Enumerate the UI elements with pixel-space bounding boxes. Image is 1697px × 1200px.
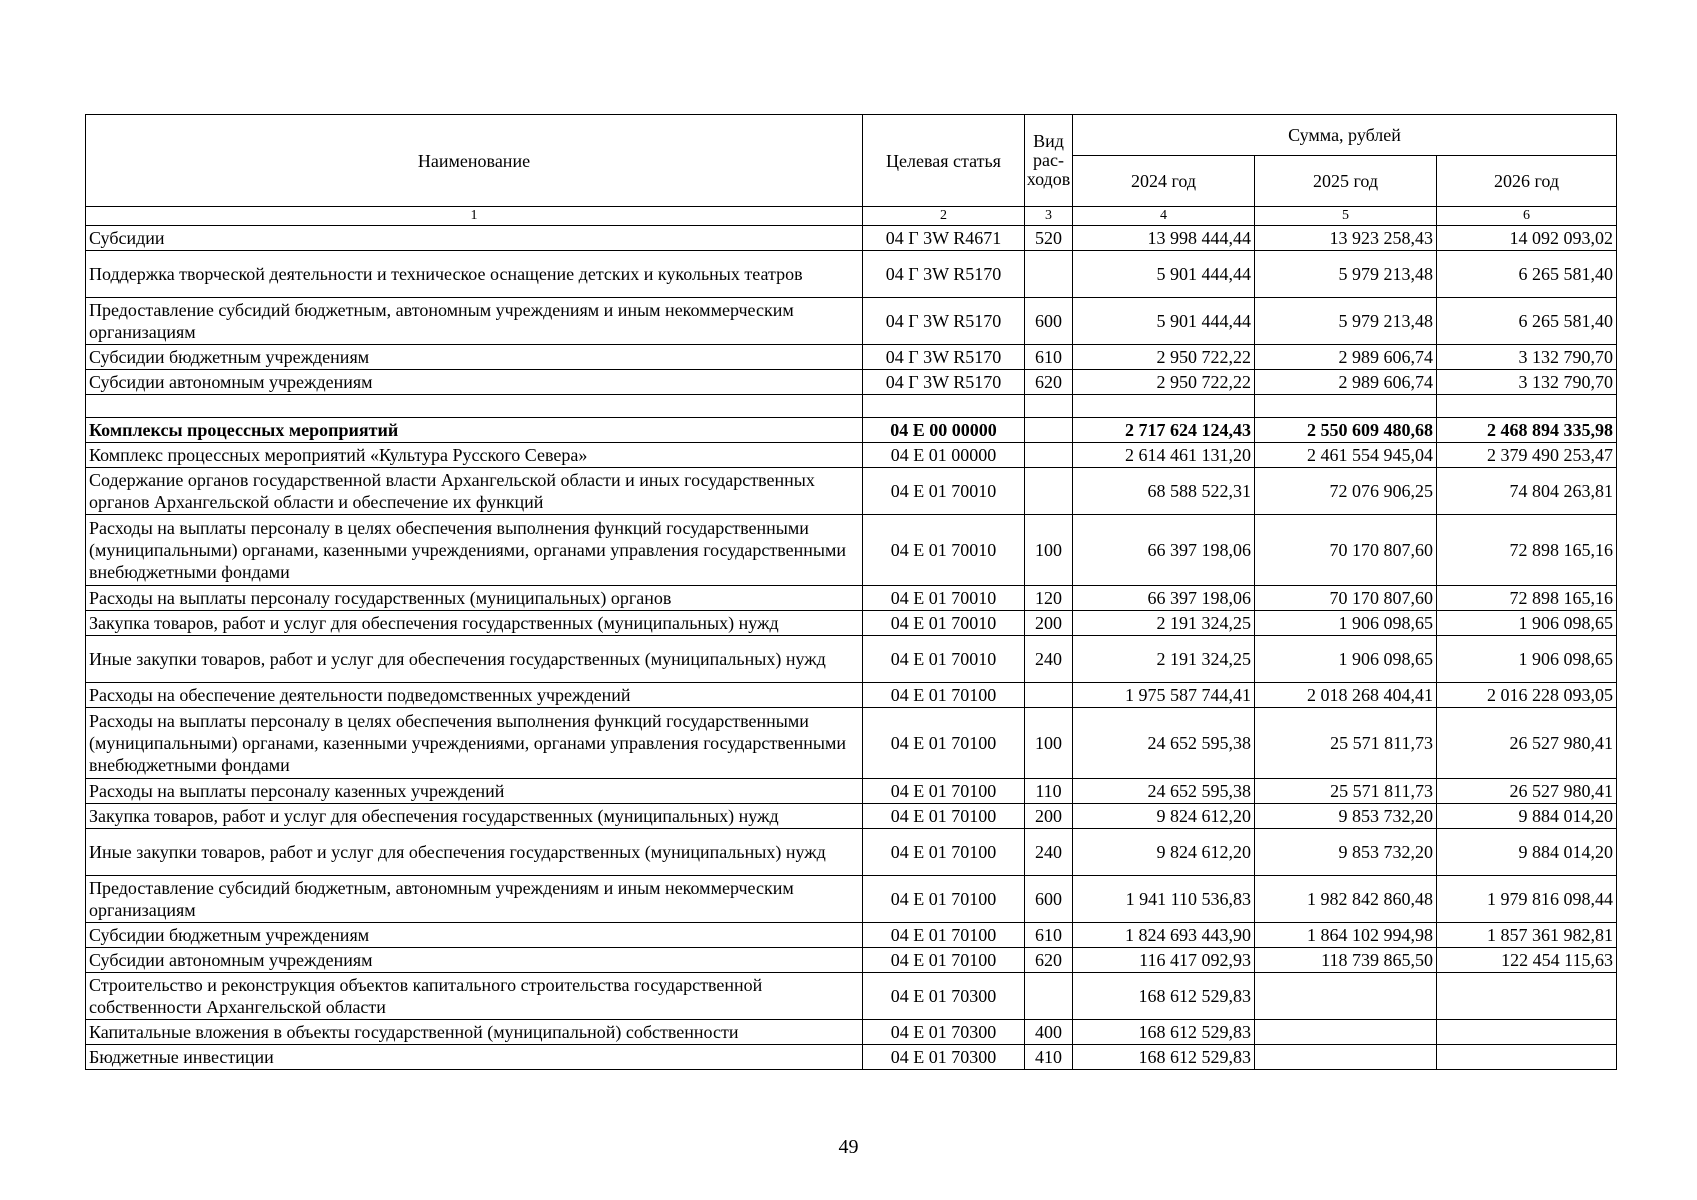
row-target-article: 04 Е 01 70010: [863, 636, 1025, 683]
row-expense-type: 200: [1025, 611, 1073, 636]
table-row: [86, 468, 1617, 515]
row-name: Расходы на обеспечение деятельности подведомственных учреждений: [86, 683, 863, 708]
header-target-article: Целевая статья: [863, 115, 1025, 207]
row-amount-2025: 1 906 098,65: [1255, 636, 1437, 683]
table-row: [86, 973, 1617, 1020]
row-amount-2026: 1 906 098,65: [1437, 611, 1617, 636]
row-expense-type: 200: [1025, 804, 1073, 829]
row-expense-type: 110: [1025, 779, 1073, 804]
row-name: Закупка товаров, работ и услуг для обеспечения государственных (муниципальных) нужд: [86, 611, 863, 636]
row-amount-2026: 2 379 490 253,47: [1437, 443, 1617, 468]
row-amount-2026: 1 979 816 098,44: [1437, 876, 1617, 923]
row-expense-type: 610: [1025, 923, 1073, 948]
row-expense-type: 620: [1025, 948, 1073, 973]
row-target-article: 04 Е 01 70100: [863, 804, 1025, 829]
row-amount-2026: 9 884 014,20: [1437, 829, 1617, 876]
row-amount-2026: [1437, 1045, 1617, 1070]
row-amount-2026: [1437, 1020, 1617, 1045]
row-expense-type: 520: [1025, 226, 1073, 251]
row-name: Субсидии автономным учреждениям: [86, 370, 863, 395]
table-row: [86, 611, 1617, 636]
row-target-article: 04 Е 01 00000: [863, 443, 1025, 468]
row-name: [86, 395, 863, 418]
row-amount-2024: 2 717 624 124,43: [1073, 418, 1255, 443]
column-number: 1: [86, 207, 863, 226]
row-name: Расходы на выплаты персоналу государственных (муниципальных) органов: [86, 586, 863, 611]
row-amount-2026: 3 132 790,70: [1437, 370, 1617, 395]
row-amount-2024: 24 652 595,38: [1073, 708, 1255, 779]
row-amount-2025: 2 550 609 480,68: [1255, 418, 1437, 443]
row-amount-2024: 66 397 198,06: [1073, 586, 1255, 611]
row-target-article: 04 Г 3W R5170: [863, 370, 1025, 395]
row-name: Капитальные вложения в объекты государственной (муниципальной) собственности: [86, 1020, 863, 1045]
row-expense-type: 600: [1025, 876, 1073, 923]
row-target-article: 04 Е 01 70100: [863, 683, 1025, 708]
row-amount-2026: 72 898 165,16: [1437, 586, 1617, 611]
header-amount: Сумма, рублей: [1073, 115, 1617, 156]
row-expense-type: 120: [1025, 586, 1073, 611]
row-amount-2026: 26 527 980,41: [1437, 708, 1617, 779]
row-expense-type: 620: [1025, 370, 1073, 395]
row-expense-type: 410: [1025, 1045, 1073, 1070]
header-row-1: [86, 115, 1617, 156]
header-name: Наименование: [86, 115, 863, 207]
table-row: [86, 251, 1617, 298]
row-name: Строительство и реконструкция объектов капитального строительства государственной собственности Архангельской области: [86, 973, 863, 1020]
row-name: Закупка товаров, работ и услуг для обеспечения государственных (муниципальных) нужд: [86, 804, 863, 829]
row-amount-2026: 122 454 115,63: [1437, 948, 1617, 973]
row-amount-2026: 2 016 228 093,05: [1437, 683, 1617, 708]
table-header: [86, 115, 1617, 226]
row-name: Комплекс процессных мероприятий «Культура Русского Севера»: [86, 443, 863, 468]
column-number: 2: [863, 207, 1025, 226]
row-amount-2025: 70 170 807,60: [1255, 515, 1437, 586]
row-expense-type: 240: [1025, 829, 1073, 876]
row-target-article: 04 Г 3W R5170: [863, 251, 1025, 298]
row-amount-2025: 25 571 811,73: [1255, 708, 1437, 779]
row-target-article: 04 Е 01 70300: [863, 1020, 1025, 1045]
row-amount-2026: 9 884 014,20: [1437, 804, 1617, 829]
table-row: [86, 298, 1617, 345]
column-number: 5: [1255, 207, 1437, 226]
row-amount-2026: 3 132 790,70: [1437, 345, 1617, 370]
row-amount-2024: 9 824 612,20: [1073, 804, 1255, 829]
header-year-2026: 2026 год: [1437, 156, 1617, 207]
column-number: 4: [1073, 207, 1255, 226]
row-expense-type: [1025, 683, 1073, 708]
table-row: [86, 948, 1617, 973]
row-amount-2024: 2 950 722,22: [1073, 370, 1255, 395]
row-expense-type: 610: [1025, 345, 1073, 370]
row-name: Иные закупки товаров, работ и услуг для обеспечения государственных (муниципальных) нужд: [86, 829, 863, 876]
row-amount-2025: 1 982 842 860,48: [1255, 876, 1437, 923]
header-year-2024: 2024 год: [1073, 156, 1255, 207]
row-expense-type: 400: [1025, 1020, 1073, 1045]
row-amount-2025: 9 853 732,20: [1255, 829, 1437, 876]
row-expense-type: [1025, 418, 1073, 443]
row-amount-2025: 2 018 268 404,41: [1255, 683, 1437, 708]
budget-table: [85, 114, 1617, 1070]
row-amount-2025: 118 739 865,50: [1255, 948, 1437, 973]
row-amount-2024: 5 901 444,44: [1073, 298, 1255, 345]
row-amount-2026: 1 857 361 982,81: [1437, 923, 1617, 948]
row-target-article: 04 Е 01 70100: [863, 948, 1025, 973]
row-amount-2026: 1 906 098,65: [1437, 636, 1617, 683]
table-row: [86, 923, 1617, 948]
row-name: Поддержка творческой деятельности и техническое оснащение детских и кукольных театров: [86, 251, 863, 298]
row-amount-2025: 70 170 807,60: [1255, 586, 1437, 611]
row-name: Бюджетные инвестиции: [86, 1045, 863, 1070]
row-target-article: 04 Е 01 70100: [863, 779, 1025, 804]
row-amount-2024: 1 941 110 536,83: [1073, 876, 1255, 923]
row-name: Субсидии: [86, 226, 863, 251]
row-target-article: 04 Е 01 70100: [863, 923, 1025, 948]
row-expense-type: [1025, 973, 1073, 1020]
table-row: [86, 345, 1617, 370]
table-row: [86, 636, 1617, 683]
row-expense-type: 600: [1025, 298, 1073, 345]
row-amount-2024: 2 614 461 131,20: [1073, 443, 1255, 468]
header-expense-type: Вид рас-ходов: [1025, 115, 1073, 207]
table-row: [86, 876, 1617, 923]
row-amount-2025: 25 571 811,73: [1255, 779, 1437, 804]
row-amount-2025: [1255, 1020, 1437, 1045]
row-amount-2024: 168 612 529,83: [1073, 973, 1255, 1020]
row-target-article: 04 Г 3W R5170: [863, 298, 1025, 345]
row-expense-type: [1025, 395, 1073, 418]
row-amount-2024: 2 191 324,25: [1073, 611, 1255, 636]
row-target-article: 04 Е 01 70100: [863, 708, 1025, 779]
row-amount-2026: 74 804 263,81: [1437, 468, 1617, 515]
row-amount-2024: 24 652 595,38: [1073, 779, 1255, 804]
row-target-article: [863, 395, 1025, 418]
row-amount-2024: 168 612 529,83: [1073, 1020, 1255, 1045]
header-year-2025: 2025 год: [1255, 156, 1437, 207]
row-amount-2024: 116 417 092,93: [1073, 948, 1255, 973]
row-amount-2025: 2 989 606,74: [1255, 370, 1437, 395]
table-row: [86, 395, 1617, 418]
row-name: Предоставление субсидий бюджетным, автономным учреждениям и иным некоммерческим организациям: [86, 876, 863, 923]
table-row: [86, 1045, 1617, 1070]
table-row: [86, 683, 1617, 708]
row-amount-2026: [1437, 973, 1617, 1020]
row-amount-2026: 6 265 581,40: [1437, 298, 1617, 345]
row-amount-2026: 6 265 581,40: [1437, 251, 1617, 298]
column-number: 3: [1025, 207, 1073, 226]
row-amount-2025: [1255, 1045, 1437, 1070]
table-body: [86, 226, 1617, 1070]
row-expense-type: [1025, 443, 1073, 468]
row-name: Содержание органов государственной власти Архангельской области и иных государственных органов Архангельской области и обеспечение их функций: [86, 468, 863, 515]
row-target-article: 04 Е 01 70300: [863, 1045, 1025, 1070]
table-row: [86, 370, 1617, 395]
table-row: [86, 418, 1617, 443]
row-name: Комплексы процессных мероприятий: [86, 418, 863, 443]
row-amount-2024: [1073, 395, 1255, 418]
row-target-article: 04 Е 01 70300: [863, 973, 1025, 1020]
row-name: Субсидии бюджетным учреждениям: [86, 345, 863, 370]
row-amount-2024: 1 824 693 443,90: [1073, 923, 1255, 948]
table-row: [86, 1020, 1617, 1045]
row-amount-2025: [1255, 973, 1437, 1020]
row-target-article: 04 Г 3W R4671: [863, 226, 1025, 251]
row-amount-2026: 14 092 093,02: [1437, 226, 1617, 251]
table-row: [86, 779, 1617, 804]
row-amount-2024: 2 950 722,22: [1073, 345, 1255, 370]
row-amount-2025: 2 989 606,74: [1255, 345, 1437, 370]
row-target-article: 04 Е 01 70100: [863, 876, 1025, 923]
row-amount-2025: 5 979 213,48: [1255, 251, 1437, 298]
row-expense-type: [1025, 251, 1073, 298]
row-name: Иные закупки товаров, работ и услуг для обеспечения государственных (муниципальных) нужд: [86, 636, 863, 683]
row-expense-type: 240: [1025, 636, 1073, 683]
page-number: 49: [838, 1136, 859, 1158]
row-amount-2026: 2 468 894 335,98: [1437, 418, 1617, 443]
column-number: 6: [1437, 207, 1617, 226]
row-amount-2025: 1 906 098,65: [1255, 611, 1437, 636]
row-name: Расходы на выплаты персоналу в целях обеспечения выполнения функций государственными (муниципальными) органами, казенными учреждениями, органами управления государственными внебюджетными фондами: [86, 515, 863, 586]
table-row: [86, 443, 1617, 468]
row-target-article: 04 Е 01 70010: [863, 586, 1025, 611]
row-target-article: 04 Е 01 70010: [863, 611, 1025, 636]
table-row: [86, 829, 1617, 876]
row-target-article: 04 Е 01 70100: [863, 829, 1025, 876]
row-amount-2024: 1 975 587 744,41: [1073, 683, 1255, 708]
row-expense-type: 100: [1025, 515, 1073, 586]
row-expense-type: 100: [1025, 708, 1073, 779]
row-amount-2024: 66 397 198,06: [1073, 515, 1255, 586]
row-amount-2024: 2 191 324,25: [1073, 636, 1255, 683]
row-amount-2024: 5 901 444,44: [1073, 251, 1255, 298]
row-target-article: 04 Е 01 70010: [863, 468, 1025, 515]
row-name: Расходы на выплаты персоналу казенных учреждений: [86, 779, 863, 804]
row-name: Расходы на выплаты персоналу в целях обеспечения выполнения функций государственными (муниципальными) органами, казенными учреждениями, органами управления государственными внебюджетными фондами: [86, 708, 863, 779]
row-amount-2025: 5 979 213,48: [1255, 298, 1437, 345]
table-row: [86, 515, 1617, 586]
row-amount-2026: 26 527 980,41: [1437, 779, 1617, 804]
row-amount-2025: 9 853 732,20: [1255, 804, 1437, 829]
table-row: [86, 586, 1617, 611]
table-row: [86, 804, 1617, 829]
row-amount-2024: 13 998 444,44: [1073, 226, 1255, 251]
row-name: Субсидии автономным учреждениям: [86, 948, 863, 973]
row-amount-2024: 9 824 612,20: [1073, 829, 1255, 876]
row-target-article: 04 Е 00 00000: [863, 418, 1025, 443]
row-name: Субсидии бюджетным учреждениям: [86, 923, 863, 948]
column-number-row: [86, 207, 1617, 226]
row-amount-2025: 2 461 554 945,04: [1255, 443, 1437, 468]
table-row: [86, 226, 1617, 251]
row-amount-2025: 72 076 906,25: [1255, 468, 1437, 515]
row-amount-2026: 72 898 165,16: [1437, 515, 1617, 586]
row-amount-2024: 68 588 522,31: [1073, 468, 1255, 515]
row-target-article: 04 Г 3W R5170: [863, 345, 1025, 370]
table-row: [86, 708, 1617, 779]
row-amount-2024: 168 612 529,83: [1073, 1045, 1255, 1070]
row-amount-2025: 1 864 102 994,98: [1255, 923, 1437, 948]
row-target-article: 04 Е 01 70010: [863, 515, 1025, 586]
row-amount-2026: [1437, 395, 1617, 418]
row-name: Предоставление субсидий бюджетным, автономным учреждениям и иным некоммерческим организациям: [86, 298, 863, 345]
row-amount-2025: [1255, 395, 1437, 418]
row-amount-2025: 13 923 258,43: [1255, 226, 1437, 251]
row-expense-type: [1025, 468, 1073, 515]
